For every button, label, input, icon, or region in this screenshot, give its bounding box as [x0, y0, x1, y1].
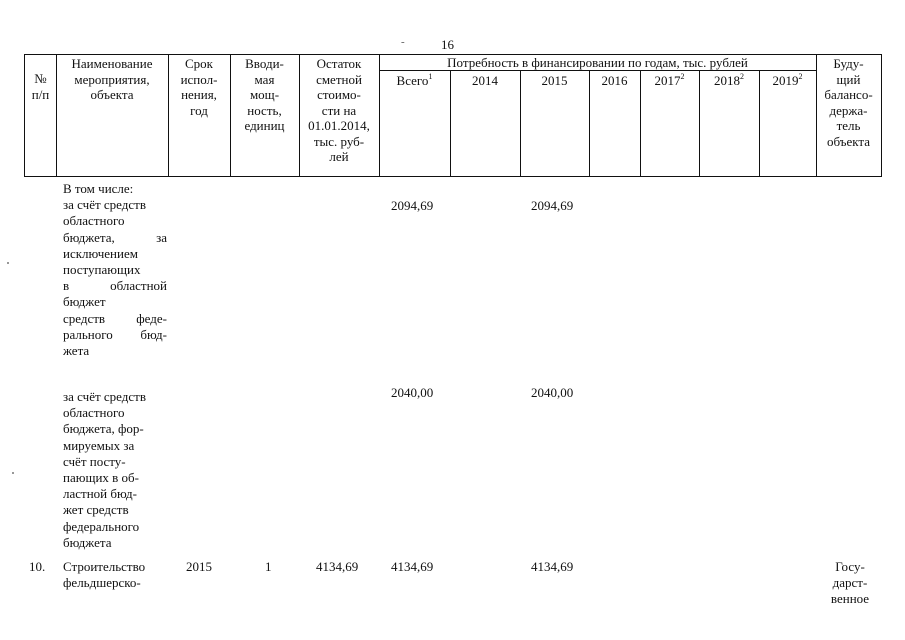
text-line: пающих в об- — [63, 470, 139, 486]
text-line: счёт посту- — [63, 453, 126, 469]
page-number: 16 — [441, 37, 454, 52]
text-line: венное — [830, 591, 870, 607]
block1-total: 2094,69 — [391, 198, 434, 213]
text-line: Госу- — [835, 559, 865, 574]
header-no: № п/п — [31, 71, 50, 102]
block1-2015: 2094,69 — [531, 198, 574, 213]
text-line: жета — [63, 343, 90, 359]
text-line: поступающих — [63, 262, 141, 278]
header-balance: Остаток сметной стоимо- сти на 01.01.2014, тыс. руб- лей — [308, 56, 370, 164]
text-line: бюджет — [63, 294, 106, 310]
header-year-2016: 2016 — [601, 73, 628, 88]
row10-no: 10. — [29, 559, 46, 574]
header-year-2014: 2014 — [472, 73, 498, 88]
text-line: ластной бюд- — [63, 486, 137, 502]
text-line: дарст- — [832, 575, 868, 591]
block2-2015: 2040,00 — [531, 385, 574, 400]
header-holder: Буду- щий балансо- держа- тель объекта — [824, 56, 873, 149]
text-line: бюджета, за — [63, 229, 167, 245]
text-line: областного — [63, 213, 125, 229]
text-line: В том числе: — [63, 181, 134, 196]
text-line: мируемых за — [63, 437, 135, 453]
row10-holder — [821, 559, 879, 608]
header-year-2017: 2017$^2$ — [654, 72, 685, 88]
header-year-2018: 2018$^2$ — [714, 72, 744, 88]
page-mark: - — [401, 36, 405, 48]
text-line: бюджета — [63, 534, 112, 550]
header-year-2015: 2015 — [541, 73, 568, 88]
text-line: федерального — [63, 518, 140, 534]
row10-balance: 4134,69 — [316, 559, 359, 574]
header-year-2019: 2019$^2$ — [772, 72, 803, 88]
text-line: бюджета, фор- — [63, 421, 144, 437]
text-line: в областной — [63, 278, 167, 294]
row10-2015: 4134,69 — [531, 559, 574, 574]
block2-name — [63, 389, 167, 551]
text-line: областного — [63, 405, 125, 421]
header-term: Срок испол- нения, год — [180, 56, 218, 118]
text-line: исключением — [63, 245, 138, 261]
scan-dot — [7, 262, 9, 264]
header-year-total: Всего$^1$ — [396, 72, 433, 88]
block1-name — [63, 181, 167, 359]
text-line: жет средств — [63, 502, 129, 518]
header-need: Потребность в финансировании по годам, тыс. рублей — [447, 55, 748, 70]
row10-total: 4134,69 — [391, 559, 434, 574]
header-capacity: Вводи- мая мощ- ность, единиц — [244, 56, 285, 133]
text-line: фельдшерско- — [63, 575, 141, 591]
text-line: за счёт средств — [63, 389, 146, 404]
text-line: Строительство — [63, 559, 146, 574]
text-line: средств феде- — [63, 310, 167, 326]
header-name: Наименование мероприятия, объекта — [71, 56, 153, 102]
row10-name — [63, 559, 167, 591]
block2-total: 2040,00 — [391, 385, 434, 400]
text-line: за счёт средств — [63, 197, 146, 213]
row10-term: 2015 — [186, 559, 212, 574]
row10-capacity: 1 — [265, 559, 272, 574]
text-line: рального бюд- — [63, 326, 167, 342]
scan-dot — [12, 472, 14, 474]
